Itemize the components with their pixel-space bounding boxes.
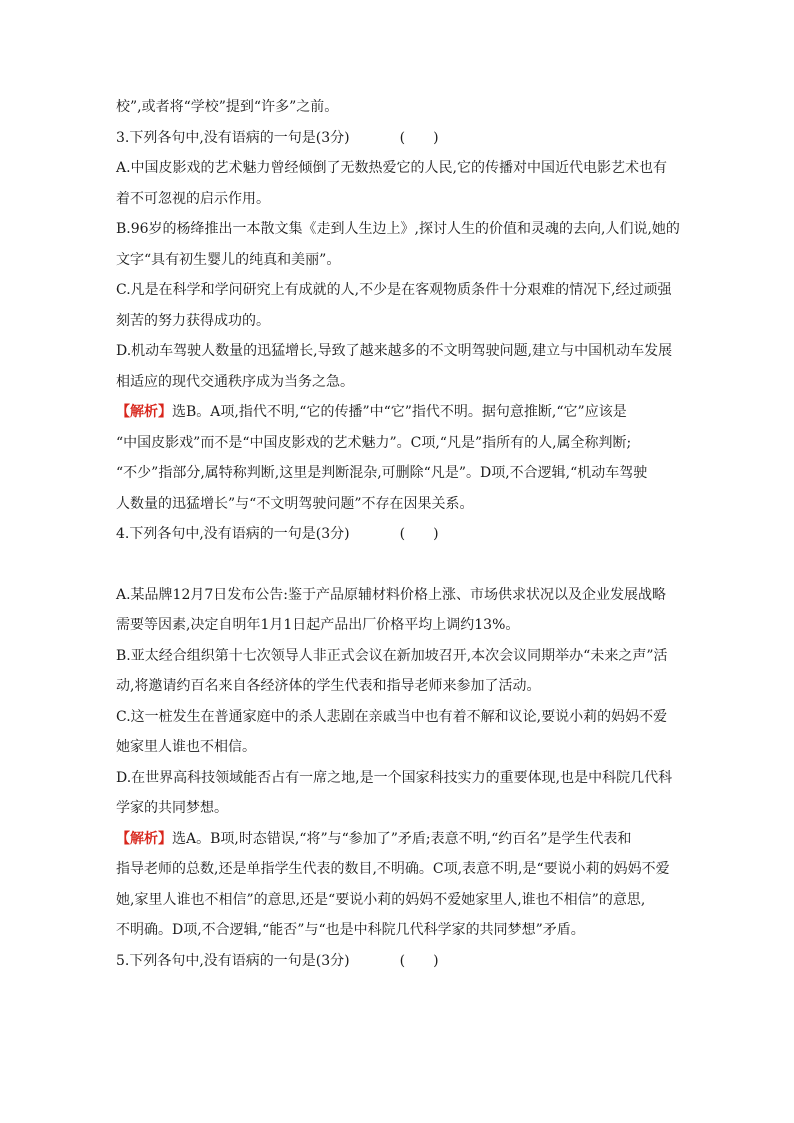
question-5-stem — [116, 946, 678, 977]
question-4-paren: ( ) — [399, 526, 439, 542]
q3-option-b-line2: 文字“具有初生婴儿的纯真和美丽”。 — [116, 251, 341, 268]
q4-option-a-line2: 需要等因素,决定自明年1月1日起产品出厂价格平均上调约13%。 — [116, 617, 520, 633]
question-3-text: 3.下列各句中,没有语病的一句是(3分) — [116, 129, 350, 146]
q3-option-a-line2: 着不可忽视的启示作用。 — [116, 190, 270, 207]
q3-analysis-line1 — [116, 397, 678, 428]
q4-option-a-line1: A.某品牌12月7日发布公告:鉴于产品原辅材料价格上涨、市场供求状况以及企业发展战略 — [116, 586, 666, 603]
q3-option-c-line2: 刻苦的努力获得成功的。 — [116, 312, 270, 329]
q4-option-b-line2: 动,将邀请约百名来自各经济体的学生代表和指导老师来参加了活动。 — [116, 678, 541, 694]
question-4-text: 4.下列各句中,没有语病的一句是(3分) — [116, 526, 350, 542]
intro-line: 校”,或者将“学校”提到“许多”之前。 — [116, 99, 339, 115]
q3-analysis-line4: 人数量的迅猛增长”与“不文明驾驶问题”不存在因果关系。 — [116, 495, 474, 512]
q3-analysis-tag: 【解析】 — [116, 404, 172, 420]
q3-analysis-line2: “中国皮影戏”而不是“中国皮影戏的艺术魅力”。C项,“凡是”指所有的人,属全称判断; — [116, 434, 632, 451]
q3-option-d-line1: D.机动车驾驶人数量的迅猛增长,导致了越来越多的不文明驾驶问题,建立与中国机动车发展 — [116, 343, 673, 359]
q4-option-c-line2: 她家里人谁也不相信。 — [116, 739, 256, 755]
q4-analysis-line3: 她,家里人谁也不相信”的意思,还是“要说小莉的妈妈不爱她家里人,谁也不相信”的意思, — [116, 891, 646, 908]
q4-analysis-tag: 【解析】 — [116, 830, 172, 847]
q3-analysis-text1: 选B。A项,指代不明,“它的传播”中“它”指代不明。据句意推断,“它”应该是 — [172, 404, 627, 420]
q4-analysis-text1: 选A。B项,时态错误,“将”与“参加了”矛盾;表意不明,“约百名”是学生代表和 — [172, 830, 632, 847]
q4-analysis-line1 — [116, 824, 678, 855]
question-4-stem — [116, 519, 678, 550]
q4-option-d-line1: D.在世界高科技领域能否占有一席之地,是一个国家科技实力的重要体现,也是中科院几代科 — [116, 769, 673, 786]
q4-analysis-line2: 指导老师的总数,还是单指学生代表的数目,不明确。C项,表意不明,是“要说小莉的妈妈不爱 — [116, 861, 670, 877]
question-5-text: 5.下列各句中,没有语病的一句是(3分) — [116, 952, 350, 969]
q3-option-d-line2: 相适应的现代交通秩序成为当务之急。 — [116, 373, 354, 390]
q4-option-c-line1: C.这一桩发生在普通家庭中的杀人悲剧在亲戚当中也有着不解和议论,要说小莉的妈妈不爱 — [116, 708, 668, 725]
q3-option-a-line1: A.中国皮影戏的艺术魅力曾经倾倒了无数热爱它的人民,它的传播对中国近代电影艺术也有 — [116, 160, 668, 176]
q4-analysis-line4: 不明确。D项,不合逻辑,“能否”与“也是中科院几代科学家的共同梦想”矛盾。 — [116, 922, 585, 938]
q3-option-c-line1: C.凡是在科学和学问研究上有成就的人,不少是在客观物质条件十分艰难的情况下,经过顽强 — [116, 282, 672, 298]
question-3-stem — [116, 123, 678, 154]
question-5-paren: ( ) — [399, 952, 439, 969]
q3-analysis-line3: “不少”指部分,属特称判断,这里是判断混杂,可删除“凡是”。D项,不合逻辑,“机动车驾驶 — [116, 465, 648, 481]
question-3-paren: ( ) — [399, 129, 439, 146]
spacer — [116, 550, 678, 580]
document-page — [116, 92, 678, 976]
q4-option-d-line2: 学家的共同梦想。 — [116, 800, 228, 816]
q3-option-b-line1: B.96岁的杨绛推出一本散文集《走到人生边上》,探讨人生的价值和灵魂的去向,人们说,她的 — [116, 221, 680, 237]
q4-option-b-line1: B.亚太经合组织第十七次领导人非正式会议在新加坡召开,本次会议同期举办“未来之声”活 — [116, 647, 668, 664]
